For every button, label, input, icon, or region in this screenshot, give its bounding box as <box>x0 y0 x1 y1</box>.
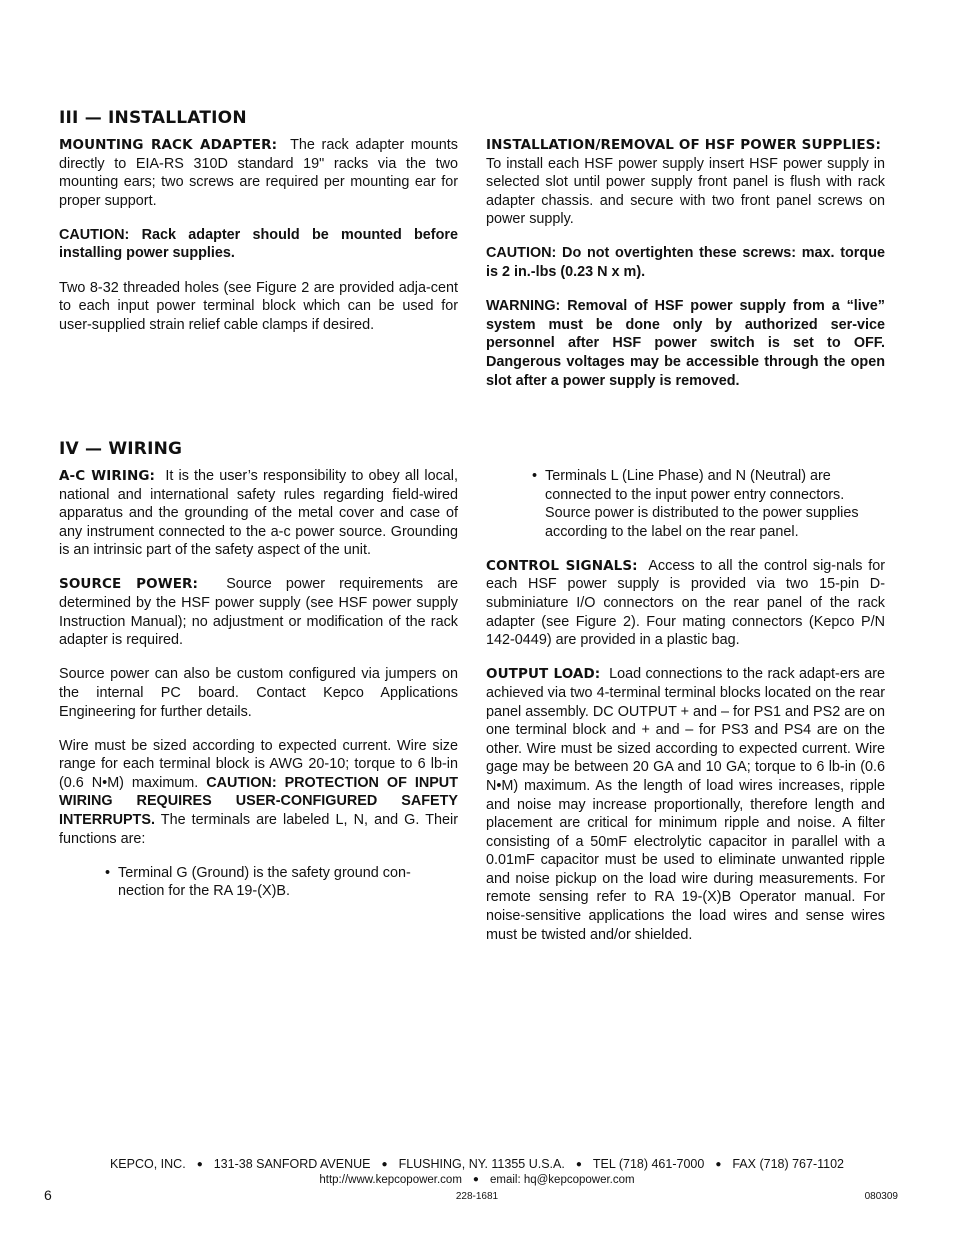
bullet-g-text: Terminal G (Ground) is the safety ground con-nection for the RA 19-(X)B. <box>118 864 411 900</box>
footer-tel: TEL (718) 461-7000 <box>592 1157 705 1171</box>
wire-size-paragraph <box>59 737 458 849</box>
rack-caution: CAUTION: Rack adapter should be mounted before installing power supplies. <box>59 226 458 262</box>
wire-text-1: Wire must be sized according to expected current. Wire size range for each terminal block is AWG 20-10; torque to 6 lb-in (0.6 N•M) maximum. <box>59 737 458 791</box>
threaded-holes-paragraph: Two 8-32 threaded holes (see Figure 2 are provided adja-cent to each input power terminal block which can be used for user-supplied strain relief cable clamps if desired. <box>59 279 458 333</box>
installation-left-column <box>59 136 458 350</box>
page-number: 6 <box>44 1187 52 1203</box>
mounting-paragraph <box>59 136 458 210</box>
footer-company: KEPCO, INC. <box>109 1157 186 1171</box>
mounting-text: The rack adapter mounts directly to EIA-RS 310D standard 19" racks via the two mounting ears; two screws are required per mounting ear for proper support. <box>59 137 458 209</box>
ac-run-in-heading: A-C WIRING: <box>59 468 156 484</box>
bullet-separator-icon: ● <box>196 1159 203 1170</box>
bullet-separator-icon: ● <box>472 1174 479 1185</box>
wire-text-2: The terminals are labeled L, N, and G. Their functions are: <box>59 812 458 847</box>
footer-contact-line <box>0 1157 954 1171</box>
section-heading-installation: III — INSTALLATION <box>59 108 247 128</box>
footer-web-line <box>0 1174 954 1186</box>
mounting-run-in-heading: MOUNTING RACK ADAPTER: <box>59 137 278 153</box>
source-run-in-heading: SOURCE POWER: <box>59 576 199 593</box>
installation-right-column <box>486 136 885 406</box>
screw-caution: CAUTION: Do not overtighten these screws: max. torque is 2 in.-lbs (0.23 N x m). <box>486 245 885 281</box>
footer-fax: FAX (718) 767-1102 <box>732 1157 845 1171</box>
footer-address: 131-38 SANFORD AVENUE <box>213 1157 371 1171</box>
footer-email[interactable]: email: hq@kepcopower.com <box>489 1174 635 1186</box>
bullet-terminals-ln <box>532 467 885 541</box>
source-text: Source power requirements are determined by the HSF power supply (see HSF power supply Instruction Manual); no adjustment or modification of the rack adapter is required. <box>59 576 458 649</box>
ac-text: It is the user’s responsibility to obey all local, national and international safety rules regarding field-wired apparatus and the grounding of the metal cover and case of any instrument connected to the a-c power source. Grounding is an intrinsic part of the safety aspect of the unit. <box>59 468 459 559</box>
footer-website[interactable]: http://www.kepcopower.com <box>319 1174 462 1186</box>
wire-caution: CAUTION: PROTECTION OF INPUT WIRING REQUIRES USER-CONFIGURED SAFETY INTERRUPTS. <box>59 774 458 828</box>
control-signals-paragraph <box>486 557 885 650</box>
output-text: Load connections to the rack adapt-ers are achieved via two 4-terminal terminal blocks located on the rear panel assembly. DC OUTPUT + and – for PS1 and PS2 are on one terminal block and + and – for PS3 and PS4 are on the other. Wire must be sized according to expected current. Wire gage may be between 20 GA and 10 GA; torque to 6 lb-in (0.6 N•M) maximum. As the length of load wires increases, ripple and noise may increase proportionally, therefore length and placement are critical for minimum ripple and noise. A filter consisting of a 50mF electrolytic capacitor in parallel with a 0.01mF capacitor must be used to eliminate unwanted ripple and noise pickup on the load wire during measurements. For remote sensing refer to RA 19-(X)B Operator manual. For noise-sensitive applications the load wires and sense wires must be twisted and/or shielded. <box>486 666 886 943</box>
bullet-dot: • <box>532 468 538 484</box>
bullet-ln-text: Terminals L (Line Phase) and N (Neutral) are connected to the input power entry connectors. Source power is distributed to the power supplies according to the label on the rear panel. <box>545 468 859 540</box>
control-run-in-heading: CONTROL SIGNALS: <box>486 557 638 574</box>
source-power-paragraph <box>59 575 458 649</box>
doc-number: 228-1681 <box>455 1191 499 1202</box>
footer-city: FLUSHING, NY. 11355 U.S.A. <box>398 1157 565 1171</box>
wiring-right-column <box>486 467 885 960</box>
wiring-left-column <box>59 467 458 916</box>
bullet-separator-icon: ● <box>575 1159 582 1170</box>
bullet-dot: • <box>105 864 111 881</box>
section-heading-wiring: IV — WIRING <box>59 439 183 459</box>
date-code: 080309 <box>864 1191 898 1202</box>
bullet-separator-icon: ● <box>381 1159 388 1170</box>
ac-wiring-paragraph <box>59 467 458 560</box>
output-run-in-heading: OUTPUT LOAD: <box>486 666 601 683</box>
control-text: Access to all the control sig-nals for each HSF power supply is provided via two 15-pin D-subminiature I/O connectors on the rear panel of the rack adapter (see Figure 2). Four mating connectors (Kepco P/N 142-0449) are provided in a plastic bag. <box>486 557 885 649</box>
removal-warning: WARNING: Removal of HSF power supply from a “live” system must be done only by authorized ser-vice personnel after HSF power switch is set to OFF. Dangerous voltages may be accessible through the open slot after a power supply is removed. <box>486 298 885 389</box>
bullet-terminal-g <box>105 864 445 901</box>
install-text: To install each HSF power supply insert HSF power supply in selected slot until power supply front panel is flush with rack adapter chassis. and secure with two front panel screws on power supply. <box>486 155 885 228</box>
bullet-separator-icon: ● <box>715 1159 722 1170</box>
custom-config-paragraph: Source power can also be custom configured via jumpers on the internal PC board. Contact Kepco Applications Engineering for further details. <box>59 666 458 720</box>
output-load-paragraph <box>486 665 885 944</box>
install-run-in-heading: INSTALLATION/REMOVAL OF HSF POWER SUPPLIES: <box>486 137 881 153</box>
install-removal-paragraph <box>486 136 885 229</box>
